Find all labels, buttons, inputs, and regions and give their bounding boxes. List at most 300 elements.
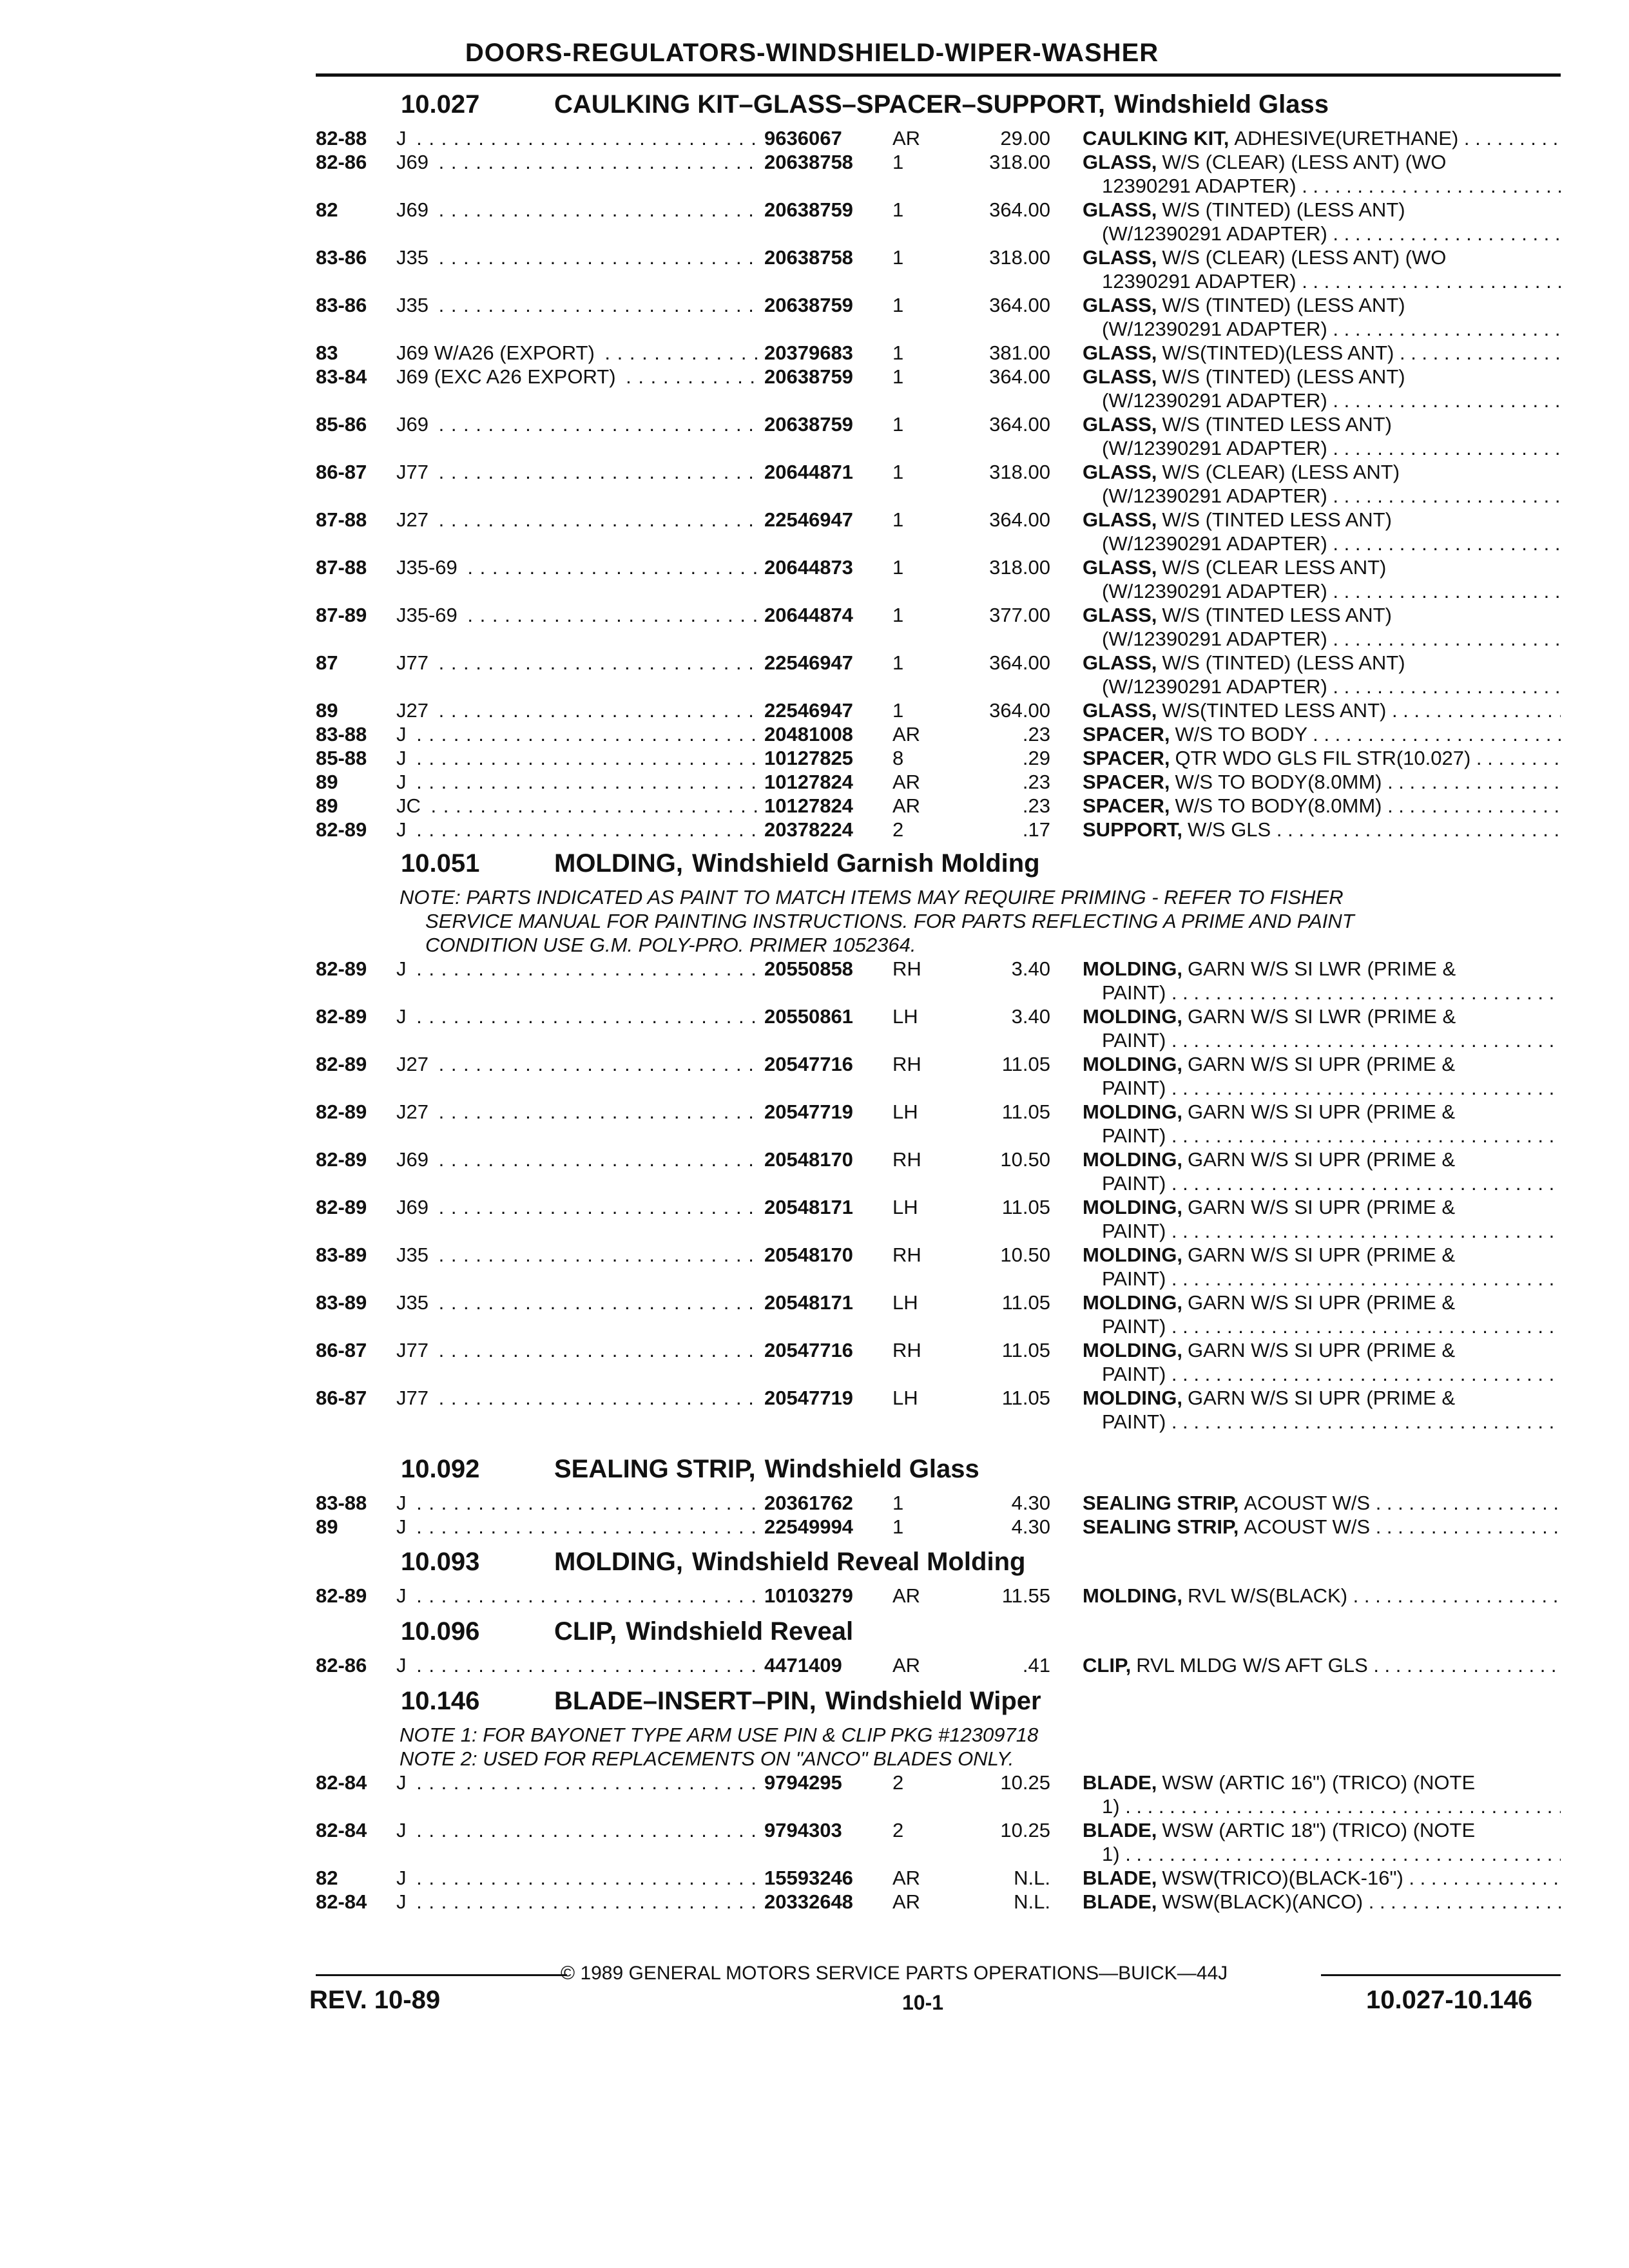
model-code: J	[396, 1005, 410, 1028]
description	[1083, 126, 1561, 150]
part-number: 20332648	[760, 1890, 900, 1914]
price: 10.50	[1000, 1148, 1050, 1171]
model-years: 82	[316, 1867, 338, 1889]
part-number: 20548170	[760, 1243, 900, 1267]
part-number: 22546947	[760, 508, 900, 532]
description-line	[1083, 341, 1561, 365]
part-number: 22546947	[760, 651, 900, 675]
quantity: 8	[892, 747, 904, 769]
part-row	[316, 1338, 1561, 1386]
model-code: J77	[396, 1339, 432, 1361]
description	[1083, 698, 1561, 722]
note-line: NOTE 2: USED FOR REPLACEMENTS ON "ANCO" BLADES ONLY.	[400, 1747, 1014, 1770]
quantity: AR	[892, 1654, 921, 1677]
quantity: AR	[892, 127, 921, 149]
model-code: J	[396, 1515, 410, 1538]
section-title	[554, 1687, 1041, 1716]
model-code: J	[396, 1492, 410, 1514]
part-row	[316, 1100, 1561, 1148]
section-number: 10.092	[401, 1455, 480, 1483]
part-row	[316, 1771, 1561, 1818]
section-title-category: CAULKING KIT–GLASS–SPACER–SUPPORT,	[554, 90, 1105, 119]
description-continuation: (W/12390291 ADAPTER) . . .	[1083, 579, 1561, 603]
model-code-cell	[396, 245, 757, 269]
description	[1083, 1052, 1561, 1100]
model-years: 85-86	[316, 413, 367, 436]
part-name: GLASS,	[1083, 246, 1157, 269]
description	[1083, 1100, 1561, 1148]
section-10-146	[316, 1687, 1561, 1914]
part-number: 20547719	[760, 1100, 900, 1124]
price: 11.05	[1001, 1100, 1050, 1123]
part-number: 10127824	[760, 794, 900, 818]
model-code-cell	[396, 1052, 757, 1076]
model-code: J69 W/A26 (EXPORT)	[396, 341, 599, 364]
section-number: 10.146	[401, 1687, 480, 1715]
part-number: 20638759	[760, 365, 900, 389]
part-name: BLADE,	[1083, 1890, 1157, 1913]
part-number: 10127825	[760, 746, 900, 770]
part-spec: GARN W/S SI UPR (PRIME &	[1188, 1244, 1456, 1266]
part-row	[316, 794, 1561, 818]
model-years: 85-88	[316, 747, 367, 769]
section-title-location: Windshield Reveal Molding	[691, 1548, 1026, 1576]
description-continuation: 1) . . .	[1083, 1842, 1561, 1866]
model-code: J69 (EXC A26 EXPORT)	[396, 365, 620, 388]
part-row	[316, 198, 1561, 245]
part-number: 20638758	[760, 150, 900, 174]
description-line	[1083, 1148, 1561, 1171]
model-code-cell	[396, 770, 757, 794]
price: 4.30	[1011, 1492, 1050, 1514]
model-code-cell	[396, 341, 757, 365]
part-spec: W/S (CLEAR) (LESS ANT) (WO	[1162, 246, 1447, 269]
description	[1083, 460, 1561, 508]
description-line	[1083, 150, 1561, 174]
part-name: MOLDING,	[1083, 1291, 1182, 1314]
part-name: MOLDING,	[1083, 1005, 1182, 1028]
description	[1083, 198, 1561, 245]
model-years: 87	[316, 651, 338, 674]
model-code-cell	[396, 1866, 757, 1890]
quantity: RH	[892, 1053, 921, 1075]
price: 11.05	[1001, 1291, 1050, 1314]
part-name: GLASS,	[1083, 294, 1157, 316]
model-code: J27	[396, 699, 432, 722]
footer-rule-left	[316, 1974, 567, 1976]
section-title-category: MOLDING,	[554, 849, 683, 878]
price: N.L.	[1014, 1890, 1050, 1913]
quantity: 1	[892, 246, 904, 269]
part-spec: RVL MLDG W/S AFT GLS	[1136, 1654, 1368, 1677]
part-number: 22549994	[760, 1515, 900, 1539]
part-number: 20548171	[760, 1195, 900, 1219]
quantity: RH	[892, 957, 921, 980]
description-line	[1083, 746, 1561, 770]
part-spec: W/S(TINTED)(LESS ANT)	[1162, 341, 1394, 364]
part-row	[316, 365, 1561, 412]
model-years: 83-86	[316, 294, 367, 316]
section-title-location: Windshield Glass	[764, 1455, 979, 1483]
model-code-cell	[396, 126, 757, 150]
model-code-cell	[396, 1653, 757, 1677]
note-line: SERVICE MANUAL FOR PAINTING INSTRUCTIONS. FOR PARTS REFLECTING A PRIME AND PAINT	[425, 910, 1354, 932]
description-continuation: PAINT) . . .	[1083, 1171, 1561, 1195]
description	[1083, 1491, 1561, 1515]
note-line: NOTE 1: FOR BAYONET TYPE ARM USE PIN & CLIP PKG #12309718	[400, 1724, 1039, 1746]
model-code-cell	[396, 508, 757, 532]
description-line	[1083, 1100, 1561, 1124]
section-title	[554, 1548, 1025, 1577]
section-heading	[316, 1617, 1561, 1653]
model-code-cell	[396, 198, 757, 222]
description-line	[1083, 1491, 1561, 1515]
part-name: GLASS,	[1083, 556, 1157, 579]
quantity: AR	[892, 1584, 921, 1607]
part-name: CLIP,	[1083, 1654, 1132, 1677]
model-code-cell	[396, 722, 757, 746]
description-line	[1083, 460, 1561, 484]
part-spec: QTR WDO GLS FIL STR(10.027)	[1175, 747, 1471, 769]
part-number: 20548171	[760, 1291, 900, 1314]
model-code-cell	[396, 1195, 757, 1219]
model-years: 89	[316, 699, 338, 722]
model-code: J69	[396, 1196, 432, 1218]
model-code: J77	[396, 1387, 432, 1409]
model-code-cell	[396, 1890, 757, 1914]
description-continuation: (W/12390291 ADAPTER) . . .	[1083, 627, 1561, 651]
part-row	[316, 746, 1561, 770]
description	[1083, 1584, 1561, 1608]
description-continuation: PAINT) . . .	[1083, 981, 1561, 1004]
description-line	[1083, 1584, 1561, 1608]
part-number: 20644871	[760, 460, 900, 484]
model-years: 83-88	[316, 1492, 367, 1514]
part-spec: W/S TO BODY(8.0MM)	[1175, 794, 1382, 817]
section-10-093	[316, 1548, 1561, 1608]
part-row	[316, 293, 1561, 341]
quantity: AR	[892, 794, 921, 817]
description	[1083, 341, 1561, 365]
price: 364.00	[989, 365, 1050, 388]
model-years: 82-84	[316, 1819, 367, 1841]
part-name: GLASS,	[1083, 151, 1157, 173]
part-number: 20378224	[760, 818, 900, 841]
part-row	[316, 126, 1561, 150]
model-code: J77	[396, 651, 432, 674]
description-continuation: (W/12390291 ADAPTER) . . .	[1083, 317, 1561, 341]
model-code: J69	[396, 198, 432, 221]
part-spec: GARN W/S SI UPR (PRIME &	[1188, 1387, 1456, 1409]
quantity: 1	[892, 198, 904, 221]
page-header-title: DOORS-REGULATORS-WINDSHIELD-WIPER-WASHER	[465, 39, 1159, 67]
description-continuation: PAINT) . . .	[1083, 1267, 1561, 1291]
description	[1083, 508, 1561, 555]
part-row	[316, 603, 1561, 651]
model-code-cell	[396, 794, 757, 818]
model-code: J	[396, 127, 410, 149]
model-code: J77	[396, 461, 432, 483]
section-note	[316, 885, 1561, 957]
model-code-cell	[396, 957, 757, 981]
description	[1083, 1515, 1561, 1539]
part-spec: GARN W/S SI UPR (PRIME &	[1188, 1148, 1456, 1171]
model-code-cell	[396, 293, 757, 317]
part-name: MOLDING,	[1083, 1387, 1182, 1409]
part-number: 9794295	[760, 1771, 900, 1794]
model-code-cell	[396, 1386, 757, 1410]
description	[1083, 603, 1561, 651]
model-years: 87-89	[316, 604, 367, 626]
part-number: 20638759	[760, 412, 900, 436]
model-code-cell	[396, 412, 757, 436]
section-number: 10.051	[401, 849, 480, 878]
part-row	[316, 1515, 1561, 1539]
footer-page-number: 10-1	[902, 1991, 944, 2014]
model-years: 82-89	[316, 1148, 367, 1171]
model-code: J	[396, 818, 410, 841]
part-spec: GARN W/S SI UPR (PRIME &	[1188, 1339, 1456, 1361]
description-line	[1083, 770, 1561, 794]
price: 364.00	[989, 699, 1050, 722]
quantity: 1	[892, 294, 904, 316]
part-spec: ADHESIVE(URETHANE)	[1234, 127, 1459, 149]
part-spec: W/S GLS	[1188, 818, 1271, 841]
model-code-cell	[396, 1291, 757, 1314]
model-code: J69	[396, 413, 432, 436]
description-line	[1083, 198, 1561, 222]
part-row	[316, 1890, 1561, 1914]
part-name: GLASS,	[1083, 508, 1157, 531]
footer-revision: REV. 10-89	[309, 1986, 441, 2014]
model-code: J	[396, 1584, 410, 1607]
part-number: 9794303	[760, 1818, 900, 1842]
model-code: J35-69	[396, 556, 461, 579]
model-years: 87-88	[316, 508, 367, 531]
model-code-cell	[396, 603, 757, 627]
part-number: 20547716	[760, 1338, 900, 1362]
model-code: J69	[396, 1148, 432, 1171]
model-code-cell	[396, 555, 757, 579]
model-years: 82-89	[316, 957, 367, 980]
description-line	[1083, 508, 1561, 532]
description-line	[1083, 1653, 1561, 1677]
section-heading	[316, 90, 1561, 126]
part-spec: ACOUST W/S	[1244, 1515, 1371, 1538]
model-years: 82	[316, 198, 338, 221]
description-line	[1083, 1195, 1561, 1219]
model-years: 82-88	[316, 127, 367, 149]
part-name: MOLDING,	[1083, 1584, 1182, 1607]
model-code-cell	[396, 1338, 757, 1362]
description-line	[1083, 1771, 1561, 1794]
description	[1083, 150, 1561, 198]
part-number: 20638758	[760, 245, 900, 269]
description-continuation: (W/12390291 ADAPTER) . . .	[1083, 675, 1561, 698]
section-note	[316, 1723, 1561, 1771]
description	[1083, 1890, 1561, 1914]
model-code: J69	[396, 151, 432, 173]
quantity: LH	[892, 1100, 918, 1123]
model-code-cell	[396, 1584, 757, 1608]
model-code: J35	[396, 1244, 432, 1266]
part-row	[316, 1866, 1561, 1890]
part-name: SEALING STRIP,	[1083, 1515, 1239, 1538]
part-row	[316, 698, 1561, 722]
part-number: 20550858	[760, 957, 900, 981]
part-name: MOLDING,	[1083, 1100, 1182, 1123]
description	[1083, 651, 1561, 698]
description-line	[1083, 1866, 1561, 1890]
model-code-cell	[396, 1100, 757, 1124]
description-line	[1083, 1515, 1561, 1539]
price: 10.25	[1000, 1819, 1050, 1841]
part-spec: GARN W/S SI UPR (PRIME &	[1188, 1291, 1456, 1314]
description	[1083, 1866, 1561, 1890]
quantity: 1	[892, 341, 904, 364]
part-spec: W/S (TINTED) (LESS ANT)	[1162, 294, 1405, 316]
section-10-051	[316, 849, 1561, 1434]
part-number: 10103279	[760, 1584, 900, 1608]
description	[1083, 818, 1561, 841]
quantity: LH	[892, 1005, 918, 1028]
part-row	[316, 1584, 1561, 1608]
model-code: J	[396, 1867, 410, 1889]
description	[1083, 722, 1561, 746]
model-years: 83-89	[316, 1244, 367, 1266]
part-name: GLASS,	[1083, 365, 1157, 388]
model-years: 82-89	[316, 1100, 367, 1123]
description	[1083, 1818, 1561, 1866]
model-code-cell	[396, 1515, 757, 1539]
model-code: J27	[396, 508, 432, 531]
model-years: 83	[316, 341, 338, 364]
model-years: 86-87	[316, 1339, 367, 1361]
quantity: 1	[892, 413, 904, 436]
part-name: CAULKING KIT,	[1083, 127, 1229, 149]
part-spec: W/S (CLEAR) (LESS ANT) (WO	[1162, 151, 1447, 173]
quantity: 2	[892, 1771, 904, 1794]
description	[1083, 555, 1561, 603]
section-title	[554, 1455, 979, 1484]
model-years: 89	[316, 794, 338, 817]
model-years: 89	[316, 771, 338, 793]
model-code-cell	[396, 746, 757, 770]
description	[1083, 365, 1561, 412]
part-spec: W/S(TINTED LESS ANT)	[1162, 699, 1387, 722]
part-row	[316, 957, 1561, 1004]
part-name: SPACER,	[1083, 771, 1170, 793]
description-line	[1083, 818, 1561, 841]
part-number: 20379683	[760, 341, 900, 365]
part-spec: W/S (TINTED LESS ANT)	[1162, 604, 1392, 626]
description-line	[1083, 1052, 1561, 1076]
model-code: J35	[396, 294, 432, 316]
description-line	[1083, 698, 1561, 722]
description-continuation: PAINT) . . .	[1083, 1124, 1561, 1148]
description-line	[1083, 1818, 1561, 1842]
price: 11.05	[1001, 1387, 1050, 1409]
model-years: 82-89	[316, 1584, 367, 1607]
description-line	[1083, 365, 1561, 389]
part-spec: W/S (TINTED LESS ANT)	[1162, 508, 1392, 531]
model-years: 83-84	[316, 365, 367, 388]
part-number: 15593246	[760, 1866, 900, 1890]
description-continuation: 12390291 ADAPTER) . . .	[1083, 269, 1561, 293]
quantity: AR	[892, 771, 921, 793]
quantity: AR	[892, 1867, 921, 1889]
description-continuation: PAINT) . . .	[1083, 1410, 1561, 1434]
model-code: J35	[396, 246, 432, 269]
part-spec: WSW(TRICO)(BLACK-16")	[1162, 1867, 1403, 1889]
part-name: SPACER,	[1083, 747, 1170, 769]
part-spec: WSW (ARTIC 18") (TRICO) (NOTE	[1162, 1819, 1476, 1841]
description-continuation: PAINT) . . .	[1083, 1362, 1561, 1386]
part-row	[316, 722, 1561, 746]
description	[1083, 412, 1561, 460]
description-line	[1083, 1243, 1561, 1267]
part-spec: GARN W/S SI LWR (PRIME &	[1188, 957, 1456, 980]
model-years: 82-86	[316, 151, 367, 173]
model-code-cell	[396, 150, 757, 174]
quantity: 1	[892, 461, 904, 483]
footer-copyright: © 1989 GENERAL MOTORS SERVICE PARTS OPERATIONS—BUICK—44J	[561, 1963, 1228, 1984]
footer-rule-right	[1321, 1974, 1561, 1976]
quantity: 1	[892, 651, 904, 674]
part-name: GLASS,	[1083, 651, 1157, 674]
part-spec: W/S (TINTED) (LESS ANT)	[1162, 198, 1405, 221]
section-10-096	[316, 1617, 1561, 1677]
model-code-cell	[396, 460, 757, 484]
model-code-cell	[396, 1148, 757, 1171]
quantity: 1	[892, 556, 904, 579]
description-continuation: (W/12390291 ADAPTER) . . .	[1083, 532, 1561, 555]
part-spec: W/S (TINTED) (LESS ANT)	[1162, 365, 1405, 388]
section-title-category: MOLDING,	[554, 1548, 683, 1576]
model-code-cell	[396, 1771, 757, 1794]
description-line	[1083, 245, 1561, 269]
quantity: AR	[892, 1890, 921, 1913]
quantity: RH	[892, 1244, 921, 1266]
part-name: GLASS,	[1083, 604, 1157, 626]
part-row	[316, 150, 1561, 198]
part-name: GLASS,	[1083, 699, 1157, 722]
description	[1083, 746, 1561, 770]
part-number: 20547719	[760, 1386, 900, 1410]
description-line	[1083, 794, 1561, 818]
section-title-location: Windshield Garnish Molding	[691, 849, 1040, 878]
model-code-cell	[396, 818, 757, 841]
part-spec: W/S (TINTED LESS ANT)	[1162, 413, 1392, 436]
quantity: 2	[892, 1819, 904, 1841]
model-years: 86-87	[316, 1387, 367, 1409]
part-number: 20547716	[760, 1052, 900, 1076]
price: 364.00	[989, 198, 1050, 221]
price: 4.30	[1011, 1515, 1050, 1538]
part-row	[316, 1818, 1561, 1866]
price: .23	[1022, 723, 1050, 745]
description-line	[1083, 555, 1561, 579]
price: 29.00	[1000, 127, 1050, 149]
part-spec: GARN W/S SI UPR (PRIME &	[1188, 1100, 1456, 1123]
description	[1083, 1338, 1561, 1386]
description	[1083, 1004, 1561, 1052]
description	[1083, 1771, 1561, 1818]
part-name: MOLDING,	[1083, 1339, 1182, 1361]
model-years: 82-89	[316, 1053, 367, 1075]
price: 318.00	[989, 151, 1050, 173]
part-number: 4471409	[760, 1653, 900, 1677]
